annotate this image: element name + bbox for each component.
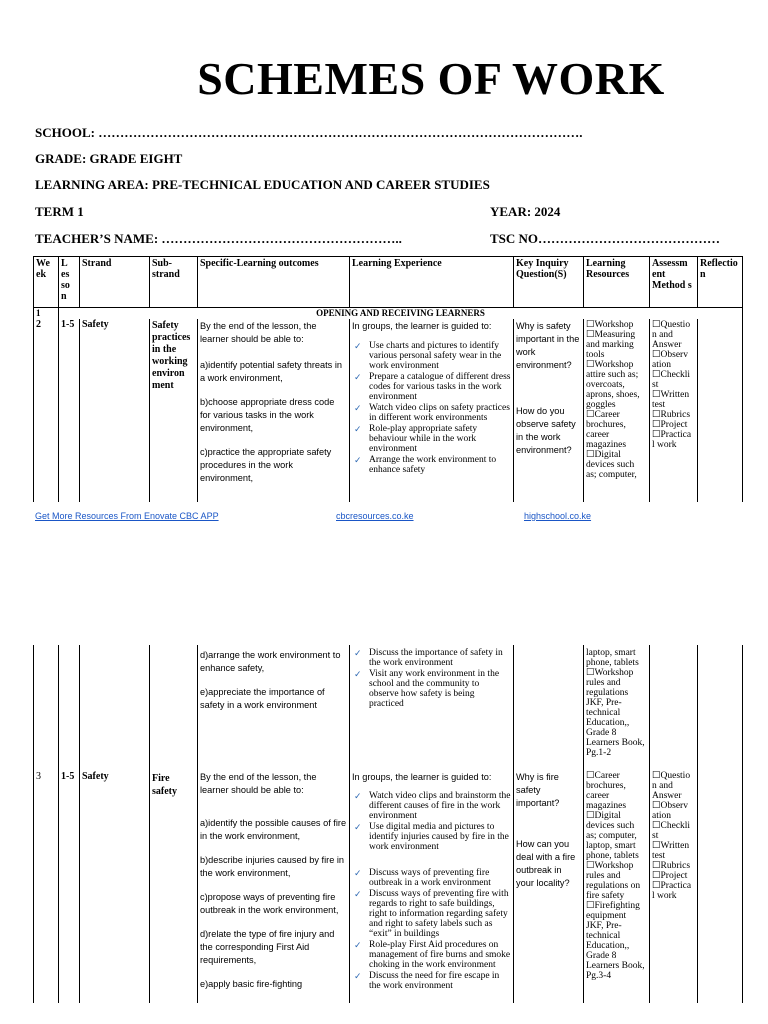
experience-item: ✓ Watch video clips and brainstorm the different causes of fire in the work environment [352,791,511,821]
row-lesson: 1-5 [59,319,80,502]
experience-item: ✓ Role-play First Aid procedures on management of fire burns and smoke choking in the work environment [352,940,511,970]
header-substrand: Sub-strand [150,257,198,308]
row-resources: ☐Career brochures, career magazines ☐Digital devices such as; computer, laptop, smart phone, tablets ☐Workshop rules and regulations on fire safety ☐Firefighting equipment JKF, Pre-technical Education,, Grade 8 Learners Book, Pg.3-4 [584,764,650,1003]
header-outcomes: Specific-Learning outcomes [198,257,350,308]
page-gap [0,530,768,645]
tsc-number-field: TSC NO…………………………………… [490,231,721,246]
experience-item: ✓ Use digital media and pictures to identify injuries caused by fire in the work environment [352,822,511,852]
outcome-item: e)apply basic fire-fighting [200,979,303,989]
outcome-item: c)propose ways of preventing fire outbreak in the work environment, [200,892,339,915]
row-outcomes [198,764,350,1003]
outcome-item: e)appreciate the importance of safety in a work environment [200,687,325,710]
schemes-table [33,256,743,502]
row-lesson: 1-5 [59,764,80,1003]
table-row-continued [34,645,743,764]
grade-field: GRADE: GRADE EIGHT [35,151,183,166]
row-week: 2 [34,319,59,502]
row-assessment: ☐Questio n and Answer ☐Observ ation ☐Checkli st ☐Written test ☐Rubrics ☐Project ☐Practica l work [650,764,698,1003]
row-substrand: Safety practices in the working environ ment [150,319,198,502]
experience-lead: In groups, the learner is guided to: [352,321,492,331]
row-experience-continued [350,645,514,764]
row-strand: Safety [80,764,150,1003]
year-field: YEAR: 2024 [490,204,561,219]
outcome-item: b)choose appropriate dress code for various tasks in the work environment, [200,397,335,433]
header-reflection: Reflectio n [698,257,743,308]
experience-item: ✓ Arrange the work environment to enhance safety [352,455,511,475]
footer-link-highschool[interactable]: highschool.co.ke [524,511,592,521]
document-title: SCHEMES OF WORK [197,53,665,104]
experience-item: ✓ Discuss ways of preventing fire with regards to right to safe buildings, right to information regarding safety and right to safety labels such as “exit” in buildings [352,889,511,939]
row-experience [350,319,514,502]
table-header-row [34,257,743,308]
outcome-item: c)practice the appropriate safety procedures in the work environment, [200,447,332,483]
outcome-item: a)identify potential safety threats in a work environment, [200,360,342,383]
experience-item: ✓ Discuss ways of preventing fire outbreak in a work environment [352,868,511,888]
header-lesson: L es so n [59,257,80,308]
outcome-item: b)describe injuries caused by fire in the work environment, [200,855,345,878]
table-row [34,764,743,1003]
experience-item: ✓ Discuss the importance of safety in the work environment [352,648,511,668]
row-resources-continued: laptop, smart phone, tablets ☐Workshop rules and regulations JKF, Pre-technical Education,, Grade 8 Learners Book, Pg.1-2 [584,645,650,764]
opening-week: 1 [34,308,59,320]
outcome-item: d)arrange the work environment to enhance safety, [200,650,341,673]
term-field: TERM 1 [35,204,84,219]
opening-row [34,308,743,320]
outcomes-lead: By the end of the lesson, the learner should be able to: [200,772,317,795]
row-assessment: ☐Questio n and Answer ☐Observ ation ☐Checkli st ☐Written test ☐Rubrics ☐Project ☐Practica l work [650,319,698,502]
header-resources: Learning Resources [584,257,650,308]
inquiry-question: Why is fire safety important? [516,772,560,808]
experience-item: ✓ Prepare a catalogue of different dress codes for various tasks in the work environment [352,372,511,402]
opening-text: OPENING AND RECEIVING LEARNERS [59,308,743,320]
learning-area-field: LEARNING AREA: PRE-TECHNICAL EDUCATION AND CAREER STUDIES [35,177,490,192]
row-strand: Safety [80,319,150,502]
experience-item: ✓ Discuss the need for fire escape in the work environment [352,971,511,991]
inquiry-question: How do you observe safety in the work environment? [516,406,576,455]
experience-item: ✓ Watch video clips on safety practices in different work environments [352,403,511,423]
teacher-name-field: TEACHER’S NAME: ……………………………………………….. [35,231,402,246]
header-assessment: Assessm ent Method s [650,257,698,308]
header-inquiry: Key Inquiry Question(S) [514,257,584,308]
row-inquiry [514,319,584,502]
row-reflection [698,319,743,502]
table-row [34,319,743,502]
footer-link-cbcresources[interactable]: cbcresources.co.ke [336,511,414,521]
outcomes-lead: By the end of the lesson, the learner should be able to: [200,321,317,344]
header-experience: Learning Experience [350,257,514,308]
inquiry-question: How can you deal with a fire outbreak in your locality? [516,839,576,888]
page-two [0,645,768,1024]
row-reflection [698,764,743,1003]
footer-link-app[interactable]: Get More Resources From Enovate CBC APP [35,511,219,521]
row-experience [350,764,514,1003]
experience-lead: In groups, the learner is guided to: [352,772,492,782]
row-inquiry [514,764,584,1003]
inquiry-question: Why is safety important in the work environment? [516,321,580,370]
experience-item: ✓ Use charts and pictures to identify various personal safety wear in the work environment [352,341,511,371]
row-resources: ☐Workshop ☐Measuring and marking tools ☐Workshop attire such as; overcoats, aprons, shoes, goggles ☐Career brochures, career magazines ☐Digital devices such as; computer, [584,319,650,502]
experience-item: ✓ Role-play appropriate safety behaviour while in the work environment [352,424,511,454]
schemes-table-continued [33,645,743,1003]
header-week: We ek [34,257,59,308]
outcome-item: a)identify the possible causes of fire in the work environment, [200,818,347,841]
school-field: SCHOOL: …………………………………………………………………………………………………. [35,125,583,140]
experience-item: ✓ Visit any work environment in the school and the community to observe how safety is being practiced [352,669,511,709]
row-outcomes-continued [198,645,350,764]
outcome-item: d)relate the type of fire injury and the corresponding First Aid requirements, [200,929,335,965]
header-strand: Strand [80,257,150,308]
row-week: 3 [34,764,59,1003]
row-substrand: Fire safety [150,764,198,1003]
row-outcomes [198,319,350,502]
